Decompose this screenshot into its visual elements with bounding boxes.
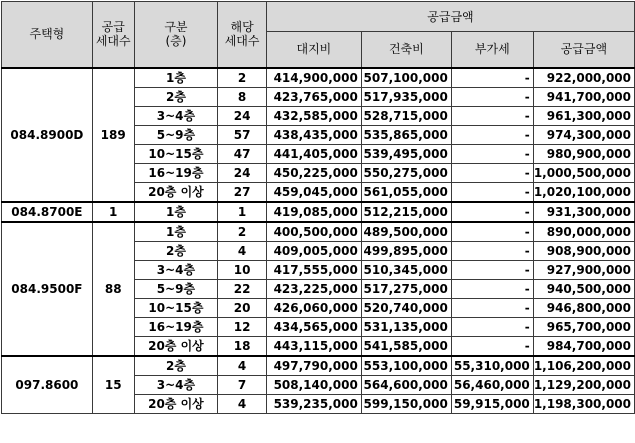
- building-cost-cell: 561,055,000: [361, 182, 451, 202]
- vat-cell: -: [451, 144, 533, 163]
- total-price-cell: 1,198,300,000: [533, 394, 634, 413]
- household-count-cell: 22: [218, 279, 267, 298]
- floor-cell: 3~4층: [134, 375, 218, 394]
- floor-cell: 3~4층: [134, 106, 218, 125]
- header-building-cost: 건축비: [361, 32, 451, 68]
- household-count-cell: 2: [218, 68, 267, 88]
- vat-cell: 59,915,000: [451, 394, 533, 413]
- total-price-cell: 965,700,000: [533, 317, 634, 336]
- building-cost-cell: 510,345,000: [361, 260, 451, 279]
- household-count-cell: 2: [218, 222, 267, 242]
- land-cost-cell: 409,005,000: [266, 241, 361, 260]
- vat-cell: -: [451, 163, 533, 182]
- household-count-cell: 20: [218, 298, 267, 317]
- header-supply-households: 공급 세대수: [92, 2, 134, 68]
- total-price-cell: 908,900,000: [533, 241, 634, 260]
- floor-cell: 20층 이상: [134, 394, 218, 413]
- floor-cell: 2층: [134, 356, 218, 376]
- building-cost-cell: 599,150,000: [361, 394, 451, 413]
- vat-cell: 55,310,000: [451, 356, 533, 376]
- vat-cell: -: [451, 222, 533, 242]
- table-row: [2, 202, 635, 222]
- vat-cell: -: [451, 241, 533, 260]
- vat-cell: -: [451, 260, 533, 279]
- floor-cell: 5~9층: [134, 125, 218, 144]
- total-price-cell: 974,300,000: [533, 125, 634, 144]
- unit-type-cell: 084.9500F: [2, 222, 93, 356]
- building-cost-cell: 539,495,000: [361, 144, 451, 163]
- household-count-cell: 8: [218, 87, 267, 106]
- header-floor-division: 구분 (층): [134, 2, 218, 68]
- floor-cell: 5~9층: [134, 279, 218, 298]
- vat-cell: -: [451, 68, 533, 88]
- household-count-cell: 4: [218, 241, 267, 260]
- land-cost-cell: 400,500,000: [266, 222, 361, 242]
- unit-type-cell: 084.8900D: [2, 68, 93, 202]
- total-price-cell: 1,000,500,000: [533, 163, 634, 182]
- vat-cell: -: [451, 317, 533, 336]
- household-count-cell: 4: [218, 356, 267, 376]
- supply-price-table: [1, 1, 635, 414]
- total-price-cell: 922,000,000: [533, 68, 634, 88]
- floor-cell: 10~15층: [134, 298, 218, 317]
- vat-cell: -: [451, 125, 533, 144]
- header-vat: 부가세: [451, 32, 533, 68]
- total-price-cell: 946,800,000: [533, 298, 634, 317]
- vat-cell: -: [451, 182, 533, 202]
- header-land-cost: 대지비: [266, 32, 361, 68]
- header-unit-type: 주택형: [2, 2, 93, 68]
- building-cost-cell: 517,275,000: [361, 279, 451, 298]
- supply-households-cell: 88: [92, 222, 134, 356]
- building-cost-cell: 541,585,000: [361, 336, 451, 356]
- table-row: [2, 222, 635, 242]
- total-price-cell: 1,020,100,000: [533, 182, 634, 202]
- vat-cell: -: [451, 336, 533, 356]
- building-cost-cell: 507,100,000: [361, 68, 451, 88]
- total-price-cell: 980,900,000: [533, 144, 634, 163]
- header-household-count: 해당 세대수: [218, 2, 267, 68]
- land-cost-cell: 423,765,000: [266, 87, 361, 106]
- household-count-cell: 57: [218, 125, 267, 144]
- land-cost-cell: 441,405,000: [266, 144, 361, 163]
- building-cost-cell: 564,600,000: [361, 375, 451, 394]
- vat-cell: -: [451, 298, 533, 317]
- land-cost-cell: 417,555,000: [266, 260, 361, 279]
- floor-cell: 10~15층: [134, 144, 218, 163]
- land-cost-cell: 419,085,000: [266, 202, 361, 222]
- building-cost-cell: 550,275,000: [361, 163, 451, 182]
- land-cost-cell: 426,060,000: [266, 298, 361, 317]
- land-cost-cell: 497,790,000: [266, 356, 361, 376]
- header-total-price: 공급금액: [533, 32, 634, 68]
- building-cost-cell: 499,895,000: [361, 241, 451, 260]
- building-cost-cell: 535,865,000: [361, 125, 451, 144]
- table-body: [2, 68, 635, 414]
- total-price-cell: 927,900,000: [533, 260, 634, 279]
- household-count-cell: 18: [218, 336, 267, 356]
- header-supply-price: 공급금액: [266, 2, 634, 32]
- floor-cell: 1층: [134, 222, 218, 242]
- building-cost-cell: 512,215,000: [361, 202, 451, 222]
- table-row: [2, 68, 635, 88]
- land-cost-cell: 508,140,000: [266, 375, 361, 394]
- vat-cell: -: [451, 202, 533, 222]
- building-cost-cell: 528,715,000: [361, 106, 451, 125]
- household-count-cell: 47: [218, 144, 267, 163]
- vat-cell: -: [451, 279, 533, 298]
- total-price-cell: 941,700,000: [533, 87, 634, 106]
- building-cost-cell: 517,935,000: [361, 87, 451, 106]
- household-count-cell: 4: [218, 394, 267, 413]
- household-count-cell: 10: [218, 260, 267, 279]
- vat-cell: 56,460,000: [451, 375, 533, 394]
- total-price-cell: 890,000,000: [533, 222, 634, 242]
- floor-cell: 1층: [134, 68, 218, 88]
- supply-households-cell: 15: [92, 356, 134, 414]
- land-cost-cell: 443,115,000: [266, 336, 361, 356]
- land-cost-cell: 539,235,000: [266, 394, 361, 413]
- total-price-cell: 931,300,000: [533, 202, 634, 222]
- land-cost-cell: 423,225,000: [266, 279, 361, 298]
- table-row: [2, 356, 635, 376]
- floor-cell: 20층 이상: [134, 182, 218, 202]
- land-cost-cell: 459,045,000: [266, 182, 361, 202]
- household-count-cell: 24: [218, 106, 267, 125]
- floor-cell: 2층: [134, 87, 218, 106]
- floor-cell: 16~19층: [134, 163, 218, 182]
- land-cost-cell: 432,585,000: [266, 106, 361, 125]
- land-cost-cell: 450,225,000: [266, 163, 361, 182]
- land-cost-cell: 434,565,000: [266, 317, 361, 336]
- total-price-cell: 984,700,000: [533, 336, 634, 356]
- household-count-cell: 1: [218, 202, 267, 222]
- building-cost-cell: 489,500,000: [361, 222, 451, 242]
- floor-cell: 1층: [134, 202, 218, 222]
- household-count-cell: 12: [218, 317, 267, 336]
- total-price-cell: 1,106,200,000: [533, 356, 634, 376]
- total-price-cell: 961,300,000: [533, 106, 634, 125]
- vat-cell: -: [451, 106, 533, 125]
- floor-cell: 20층 이상: [134, 336, 218, 356]
- total-price-cell: 1,129,200,000: [533, 375, 634, 394]
- unit-type-cell: 097.8600: [2, 356, 93, 414]
- land-cost-cell: 438,435,000: [266, 125, 361, 144]
- vat-cell: -: [451, 87, 533, 106]
- land-cost-cell: 414,900,000: [266, 68, 361, 88]
- building-cost-cell: 531,135,000: [361, 317, 451, 336]
- household-count-cell: 27: [218, 182, 267, 202]
- household-count-cell: 7: [218, 375, 267, 394]
- floor-cell: 16~19층: [134, 317, 218, 336]
- building-cost-cell: 520,740,000: [361, 298, 451, 317]
- unit-type-cell: 084.8700E: [2, 202, 93, 222]
- supply-households-cell: 1: [92, 202, 134, 222]
- building-cost-cell: 553,100,000: [361, 356, 451, 376]
- floor-cell: 2층: [134, 241, 218, 260]
- total-price-cell: 940,500,000: [533, 279, 634, 298]
- supply-households-cell: 189: [92, 68, 134, 202]
- floor-cell: 3~4층: [134, 260, 218, 279]
- household-count-cell: 24: [218, 163, 267, 182]
